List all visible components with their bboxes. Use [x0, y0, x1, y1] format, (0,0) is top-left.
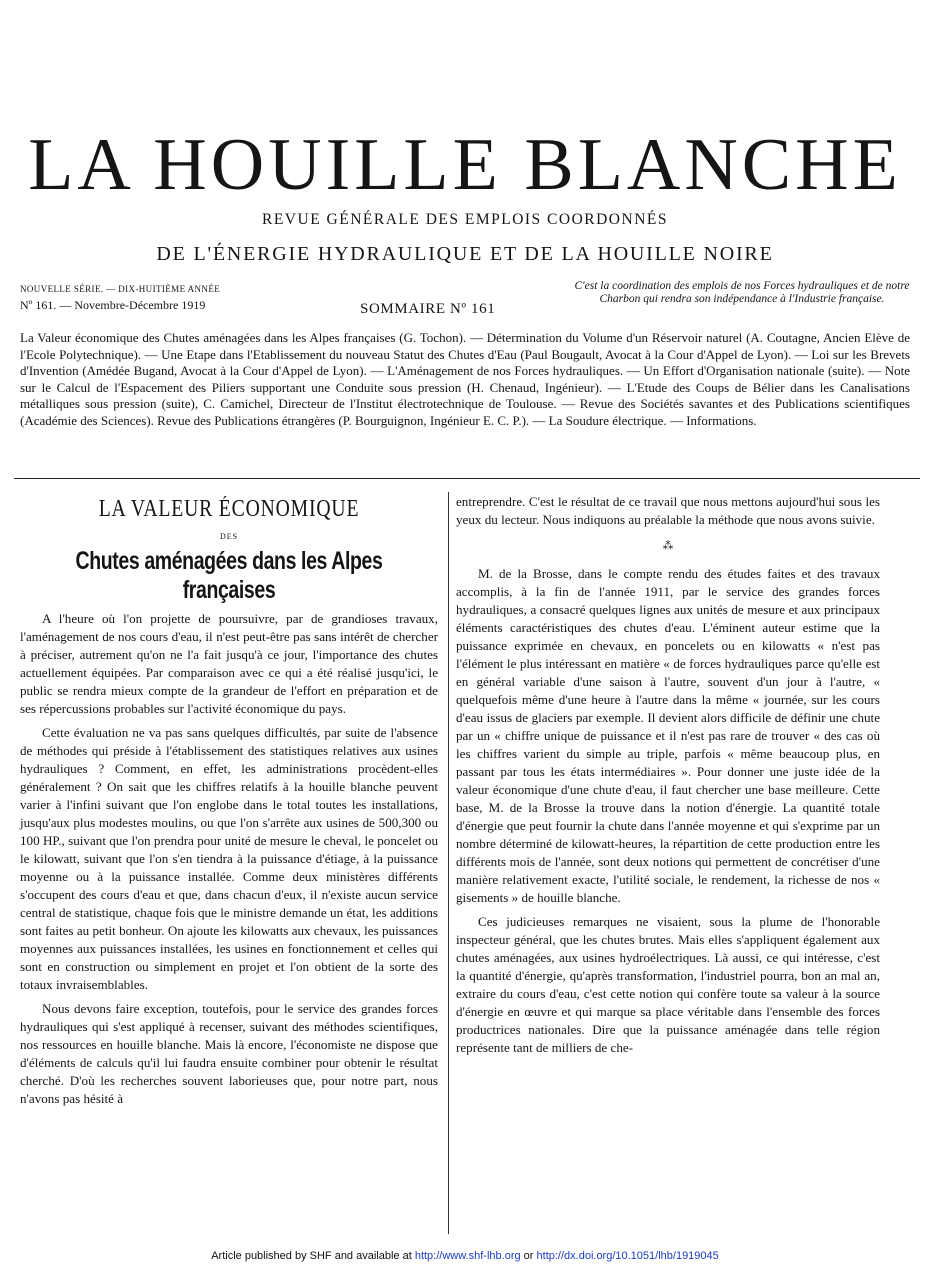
journal-subtitle-line2: DE L'ÉNERGIE HYDRAULIQUE ET DE LA HOUILLE NOIRE [156, 243, 774, 265]
journal-motto: C'est la coordination des emplois de nos Forces hydrauliques et de notre Charbon qui rendra son indépendance à l'Industrie française. [574, 280, 910, 305]
sommaire-title: SOMMAIRE Nº 161 [360, 301, 496, 317]
publication-footer [0, 1250, 930, 1262]
article-right-column [456, 493, 880, 1063]
article-title-line2: Chutes aménagées dans les Alpes françaises [75, 547, 383, 604]
footer-prefix: Article published by SHF and available at [211, 1250, 412, 1262]
issue-number-date: Nº 161. — Novembre-Décembre 1919 [20, 298, 206, 312]
horizontal-divider [14, 478, 920, 479]
article-paragraph: Cette évaluation ne va pas sans quelques difficultés, par suite de l'absence de méthodes qui préside à l'établissement des statistiques relatives aux usines hydrauliques ? Comment, en effet, les administrations procèdent-elles généralement ? On sait que les chiffres relatifs à la houille blanche peuvent varier à l'infini suivant que l'on englobe dans le total toutes les installations, jusqu'aux plus modestes moulins, ou que l'on s'arrête aux usines de 500,300 ou 100 HP., suivant que l'on prendra pour unité de mesure le cheval, le poncelet ou le kilowatt, suivant que l'on s'en tiendra à la puissance d'étiage, à la puissance moyenne ou à la puissance installée. Comme deux ministères différents s'occupent des cours d'eau et que, dans chacun d'eux, il n'existe aucun service central de statistique, chaque fois que le ministre demande un état, les additions sont faites au petit bonheur. On ajoute les kilowatts aux chevaux, les puissances moyennes aux puissances installées, les usines en fonctionnement et celles qui sont en construction ou simplement en projet et l'on obtient de la sorte des totaux invraisemblables. [20, 725, 438, 992]
journal-masthead: LA HOUILLE BLANCHE [28, 124, 902, 206]
article-paragraph: Nous devons faire exception, toutefois, pour le service des grandes forces hydrauliques qui s'est appliqué à recenser, suivant des méthodes scientifiques, nos ressources en houille blanche. Mais là encore, l'économiste ne dispose que d'éléments de calculs qu'il lui faudra ensuite combiner pour obtenir le résultat cherché. D'où les recherches souvent laborieuses que, pour notre part, nous n'avons pas hésité à [20, 1001, 438, 1106]
footer-middle: or [523, 1250, 534, 1262]
journal-subtitle-line1: REVUE GÉNÉRALE DES EMPLOIS COORDONNÉS [262, 211, 668, 228]
footer-link-doi[interactable]: http://dx.doi.org/10.1051/lhb/1919045 [536, 1250, 719, 1262]
article-title-des: DES [219, 532, 239, 541]
article-paragraph: M. de la Brosse, dans le compte rendu des études faites et des travaux accomplis, à la fin de l'année 1911, par le service des grandes forces hydrauliques, a consacré quelques lignes aux unités de mesure et aux principaux éléments caractéristiques des chutes d'eau. L'éminent auteur estime que la puissance exprimée en chevaux, en poncelets ou en kilowatts « n'est pas l'élément le plus intéressant en matière « de forces hydrauliques parce qu'elle est en général variable d'une saison à l'autre, souvent d'un jour à l'autre, « quelquefois même d'une heure à l'autre dans la même « journée, sur les cours d'eau issus de glaciers par exemple. Il devient alors difficile de définir une chute par un « chiffre unique de puissance et il n'est pas rare de trouver « des cas où les chiffres varient du simple au triple, parfois « même beaucoup plus, en passant par tous les états intermédiaires ». Pour donner une juste idée de la valeur économique d'une chute d'eau, il faut chercher une base meilleure. Cette base, M. de la Brosse la trouve dans la notion d'énergie. La quantité totale d'énergie que peut fournir la chute dans l'année moyenne et qui s'exprime par un nombre déterminé de kilowatt-heures, la répartition de cette production entre les différents mois de l'année, sont deux notions qui permettent de concrétiser d'une manière relativement exacte, l'utilité sociale, le rendement, la richesse de nos « gisements » de houille blanche. [456, 566, 880, 905]
footer-link-shf[interactable]: http://www.shf-lhb.org [414, 1250, 521, 1262]
section-separator: ⁂ [662, 540, 674, 552]
issue-series: NOUVELLE SÉRIE. — DIX-HUITIÈME ANNÉE [20, 284, 221, 294]
article-paragraph: A l'heure où l'on projette de poursuivre, par de grandioses travaux, l'aménagement de nos cours d'eau, il n'est peut-être pas sans intérêt de chercher à préciser, autrement qu'on ne l'a fait jusqu'à ce jour, l'importance des chutes actuellement équipées. Par comparaison avec ce qui a été réalisé jusqu'ici, le public se rendra mieux compte de la grandeur de l'effort en préparation et de ses répercussions probables sur l'activité économique du pays. [20, 611, 438, 716]
column-divider [448, 492, 449, 1234]
issue-info [20, 284, 220, 313]
article-paragraph-continued: entreprendre. C'est le résultat de ce travail que nous mettons aujourd'hui sous les yeux du lecteur. Nous indiquons au préalable la méthode que nous avons suivie. [456, 494, 880, 527]
article-left-column [20, 610, 438, 1114]
article-title-line1: LA VALEUR ÉCONOMIQUE [98, 496, 360, 522]
sommaire-contents: La Valeur économique des Chutes aménagées dans les Alpes françaises (G. Tochon). — Détermination du Volume d'un Réservoir naturel (A. Coutagne, Ancien Elève de l'Ecole Polytechnique). — Une Etape dans l'Etablissement du nouveau Statut des Chutes d'Eau (Paul Bougault, Avocat à la Cour d'Appel de Lyon). — Loi sur les Brevets d'Invention (Amédée Bugand, Avocat à la Cour d'Appel de Lyon). — L'Aménagement de nos Forces hydrauliques. — Un Effort d'Organisation nationale (suite). — Note sur le Calcul de l'Espacement des Piliers supportant une Conduite sous pression (H. Chenaud, Ingénieur). — L'Etude des Coups de Bélier dans les Canalisations métalliques sous pression (suite), C. Camichel, Directeur de l'Institut électrotechnique de Toulouse. — Revue des Sociétés savantes et des Publications scientifiques (Académie des Sciences). Revue des Publications étrangères (P. Bourguignon, Ingénieur E. C. P.). — La Soudure électrique. — Informations. [20, 330, 910, 428]
article-paragraph: Ces judicieuses remarques ne visaient, sous la plume de l'honorable inspecteur général, que les chutes brutes. Mais elles s'appliquent également aux chutes aménagées, aux usines hydroélectriques. Là aussi, ce qui intéresse, c'est la quantité d'énergie, qu'après transformation, l'industriel pourra, bon an mal an, extraire du cours d'eau, c'est cette notion qui confère toute sa valeur à la source d'énergie en œuvre et qui marque sa place véritable dans l'ensemble des forces productrices nationales. Dire que la puissance aménagée dans telle région représente tant de milliers de che- [456, 914, 880, 1055]
